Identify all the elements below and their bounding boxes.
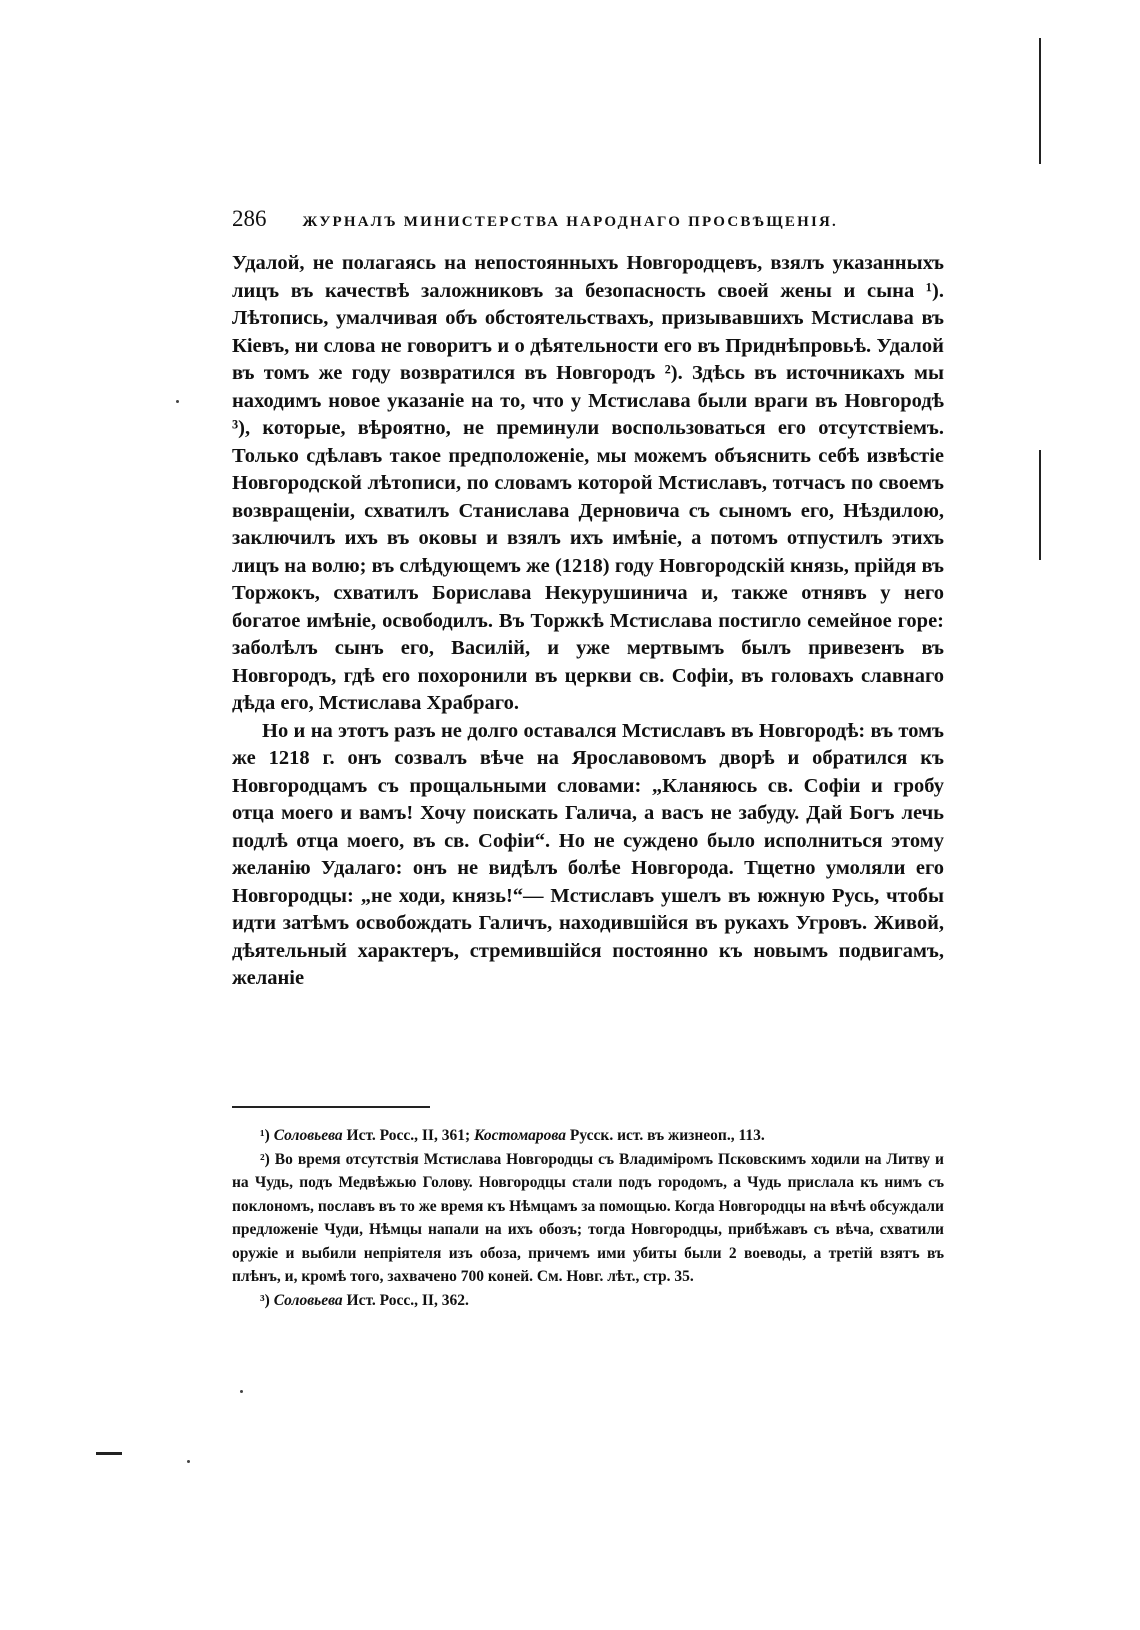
footnote: [232, 1148, 944, 1289]
footnote-author: Соловьева: [273, 1127, 343, 1144]
scan-speck: [240, 1390, 243, 1393]
footnote: [232, 1289, 944, 1313]
footnote-text: Ист. Росс., II, 361;: [342, 1127, 474, 1144]
footnote-text: Во время отсутствія Мстислава Новгородцы съ Владиміромъ Псковскимъ ходили на Литву и на Чудь, подъ Медвѣжью Голову. Новгородцы стали подъ городомъ, а Чудь прислала къ нимъ съ поклономъ, пославъ въ то же время къ Нѣмцамъ за помощью. Когда Новгородцы на вѣчѣ обсуждали предложеніе Чуди, Нѣмцы напали на ихъ обозъ; тогда Новгородцы, прибѣжавъ съ вѣча, схватили оружіе и выбили непріятеля изъ обоза, причемъ ими убиты были 2 воеводы, а третій взятъ въ плѣнъ, и, кромѣ того, захвачено 700 коней. См. Новг. лѣт., стр. 35.: [232, 1150, 944, 1285]
scan-edge-mark: [1039, 38, 1041, 164]
footnote-author: Соловьева: [273, 1291, 343, 1309]
footnote-marker: ³): [260, 1291, 270, 1309]
footnote-author: Костомарова: [474, 1127, 567, 1144]
footnotes: [232, 1124, 944, 1312]
footnote-rule: [232, 1106, 430, 1108]
footnote-marker: ²): [260, 1150, 270, 1168]
paragraph: Удалой, не полагаясь на непостоянныхъ Новгородцевъ, взялъ указанныхъ лицъ въ качествѣ заложниковъ за безопасность своей жены и сына ¹). Лѣтопись, умалчивая объ обстоятельствахъ, призывавшихъ Мстислава въ Кіевъ, ни слова не говоритъ и о дѣятельности его въ Приднѣпровьѣ. Удалой въ томъ же году возвратился въ Новгородъ ²). Здѣсь въ источникахъ мы находимъ новое указаніе на то, что у Мстислава были враги въ Новгородѣ ³), которые, вѣроятно, не преминули воспользоваться его отсутствіемъ. Только сдѣлавъ такое предположеніе, мы можемъ объяснить себѣ извѣстіе Новгородской лѣтописи, по словамъ которой Мстиславъ, тотчасъ по своемъ возвращеніи, схватилъ Станислава Дерновича съ сыномъ его, Нѣздилою, заключилъ ихъ въ оковы и взялъ ихъ имѣніе, а потомъ отпустилъ этихъ лицъ на волю; въ слѣдующемъ же (1218) году Новгородскій князь, прійдя въ Торжокъ, схватилъ Борислава Некурушинича и, также отнявъ у него богатое имѣніе, освободилъ. Въ Торжкѣ Мстислава постигло семейное горе: заболѣлъ сынъ его, Василій, и уже мертвымъ былъ привезенъ въ Новгородъ, гдѣ его похоронили въ церкви св. Софіи, въ головахъ славнаго дѣда его, Мстислава Храбраго.: [232, 252, 944, 714]
scan-edge-mark: [1039, 450, 1041, 560]
body-text: [232, 250, 944, 993]
footnote: [232, 1124, 944, 1148]
scan-speck: [176, 400, 179, 403]
running-head: ЖУРНАЛЪ МИНИСТЕРСТВА НАРОДНАГО ПРОСВѢЩЕНІЯ.: [302, 214, 838, 230]
paragraph: Но и на этотъ разъ не долго оставался Мстиславъ въ Новгородѣ: въ томъ же 1218 г. онъ созвалъ вѣче на Ярославовомъ дворѣ и обратился къ Новгородцамъ съ прощальными словами: „Кланяюсь св. Софіи и гробу отца моего и вамъ! Хочу поискать Галича, а васъ не забуду. Дай Богъ лечь подлѣ отца моего, въ св. Софіи“. Но не суждено было исполниться этому желанію Удалаго: онъ не видѣлъ болѣе Новгорода. Тщетно умоляли его Новгородцы: „не ходи, князь!“— Мстиславъ ушелъ въ южную Русь, чтобы идти затѣмъ освобождать Галичъ, находившійся въ рукахъ Угровъ. Живой, дѣятельный характеръ, стремившійся постоянно къ новымъ подвигамъ, желаніе: [232, 719, 944, 989]
scan-speck: [187, 1460, 190, 1463]
footnote-text: Ист. Росс., II, 362.: [342, 1291, 469, 1309]
footnote-marker: ¹): [260, 1127, 270, 1144]
page-number: 286: [232, 206, 267, 231]
scan-edge-mark: [96, 1452, 122, 1455]
footnote-text: Русск. ист. въ жизнеоп., 113.: [566, 1127, 765, 1144]
page-header: [232, 206, 944, 242]
